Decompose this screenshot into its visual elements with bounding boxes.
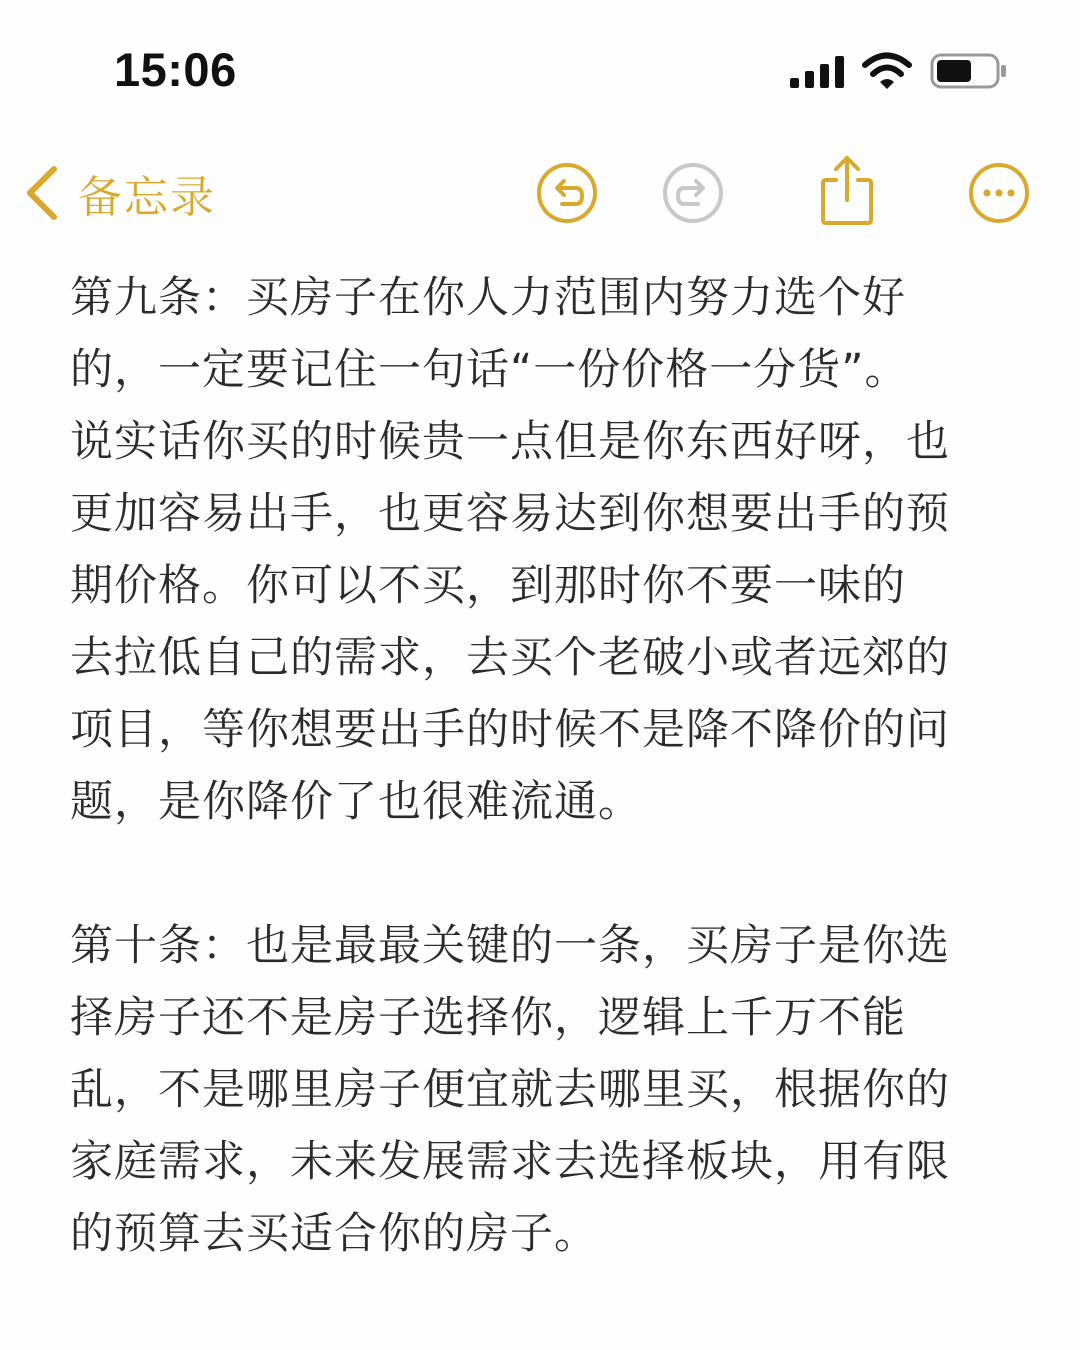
text-line: 乱，不是哪里房子便宜就去哪里买，根据你的 bbox=[70, 1065, 950, 1115]
status-bar bbox=[0, 0, 1080, 130]
note-paragraph-9 bbox=[70, 262, 1010, 838]
navigation-bar bbox=[0, 150, 1080, 240]
wifi-icon bbox=[862, 52, 912, 90]
share-icon[interactable] bbox=[812, 152, 882, 228]
undo-icon[interactable] bbox=[532, 158, 602, 228]
battery-icon bbox=[930, 53, 1008, 89]
text-line: 去拉低自己的需求，去买个老破小或者远郊的 bbox=[70, 633, 950, 683]
text-line: 更加容易出手，也更容易达到你想要出手的预 bbox=[70, 489, 950, 539]
text-line: 的预算去买适合你的房子。 bbox=[70, 1209, 598, 1259]
note-body[interactable] bbox=[70, 262, 1010, 1270]
back-label: 备忘录 bbox=[78, 172, 216, 223]
text-line: 题，是你降价了也很难流通。 bbox=[70, 777, 642, 827]
text-line: 家庭需求，未来发展需求去选择板块，用有限 bbox=[70, 1137, 950, 1187]
text-line: 说实话你买的时候贵一点但是你东西好呀，也 bbox=[70, 417, 950, 467]
text-line: 的，一定要记住一句话“一份价格一分货”。 bbox=[70, 345, 909, 395]
text-line: 期价格。你可以不买，到那时你不要一味的 bbox=[70, 561, 906, 611]
back-button[interactable] bbox=[20, 158, 216, 228]
more-icon[interactable] bbox=[964, 158, 1034, 228]
redo-icon[interactable] bbox=[658, 158, 728, 228]
text-line: 第九条：买房子在你人力范围内努力选个好 bbox=[70, 273, 906, 323]
text-line: 择房子还不是房子选择你，逻辑上千万不能 bbox=[70, 993, 906, 1043]
text-line: 第十条：也是最最关键的一条，买房子是你选 bbox=[70, 921, 950, 971]
note-paragraph-10 bbox=[70, 910, 1010, 1270]
cellular-signal-icon bbox=[790, 56, 846, 88]
status-time: 15:06 bbox=[114, 43, 237, 96]
text-line: 项目，等你想要出手的时候不是降不降价的问 bbox=[70, 705, 950, 755]
chevron-left-icon bbox=[20, 163, 64, 223]
